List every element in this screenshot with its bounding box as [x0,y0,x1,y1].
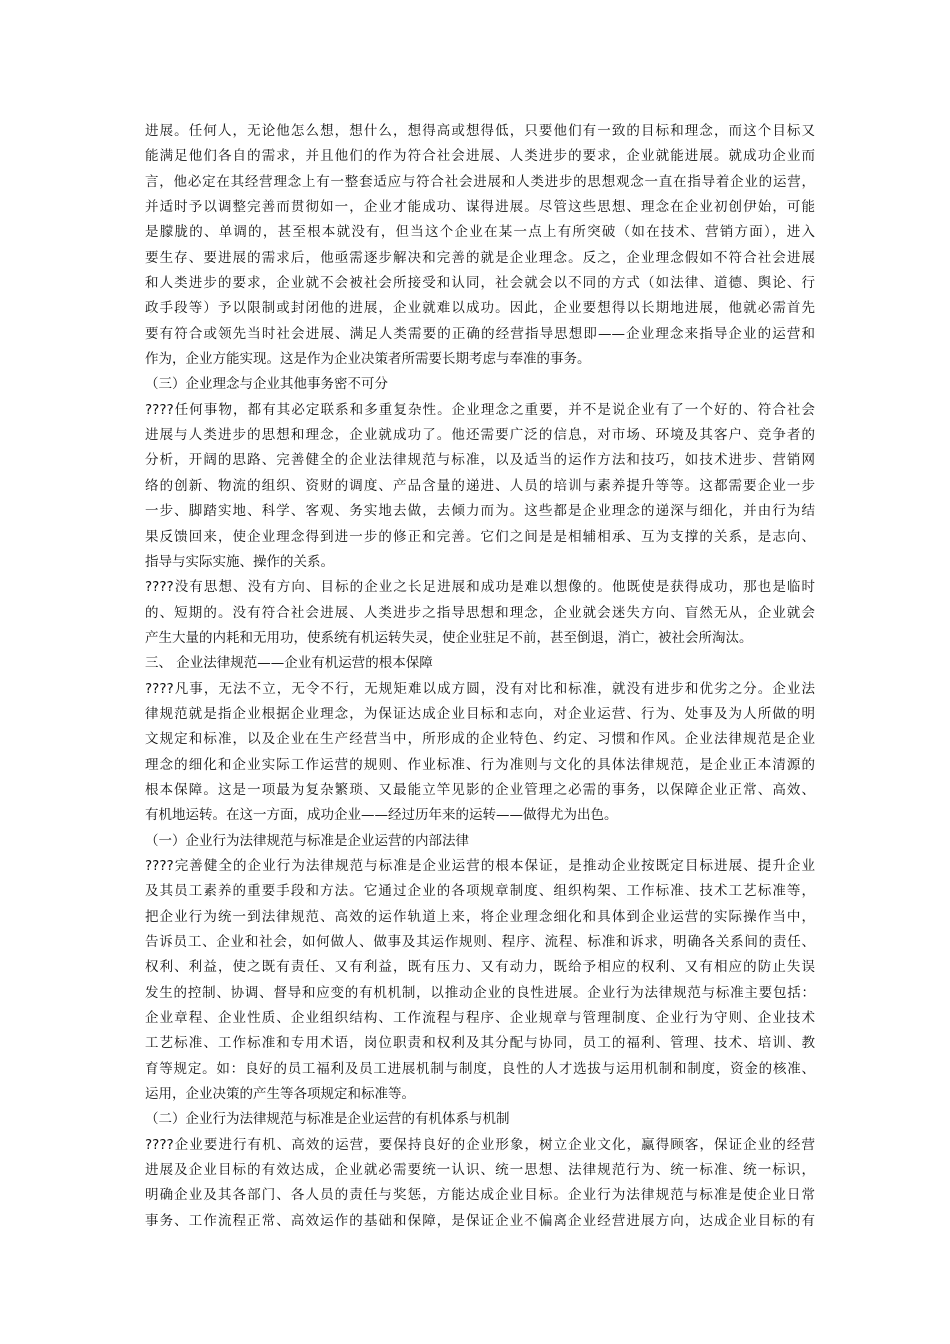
document-body [145,119,815,1234]
text-line: 育等规定。如：良好的员工福利及员工进展机制与制度，良性的人才选拔与运用机制和制度，资金的核准、 [145,1060,815,1077]
text-line: 政手段等）予以限制或封闭他的进展，企业就难以成功。因此，企业要想得以长期地进展，他就必需首先 [145,300,815,317]
text-line: ????没有思想、没有方向、目标的企业之长足进展和成功是难以想像的。他既使是获得成功，那也是临时 [145,579,815,596]
text-line: 言，他必定在其经营理念上有一整套适应与符合社会进展和人类进步的思想观念一直在指导着企业的运营， [145,173,815,190]
text-line: 并适时予以调整完善而贯彻如一，企业才能成功、谋得进展。尽管这些思想、理念在企业初创伊始，可能 [145,199,815,216]
text-line: 要有符合或领先当时社会进展、满足人类需要的正确的经营指导思想即——企业理念来指导企业的运营和 [145,325,815,342]
text-line: 运用，企业决策的产生等各项规定和标准等。 [145,1086,415,1103]
text-line: ????凡事，无法不立，无令不行，无规矩难以成方圆，没有对比和标准，就没有进步和优劣之分。企业法 [145,680,815,697]
text-line: 和人类进步的要求，企业就不会被社会所接受和认同，社会就会以不同的方式（如法律、道德、舆论、行 [145,275,815,292]
text-line: 指导与实际实施、操作的关系。 [145,553,334,570]
text-line: 律规范就是指企业根据企业理念，为保证达成企业目标和志向，对企业运营、行为、处事及为人所做的明 [145,705,815,722]
text-line: 果反馈回来，使企业理念得到进一步的修正和完善。它们之间是是相辅相承、互为支撑的关系，是志向、 [145,528,815,545]
section-heading: （二）企业行为法律规范与标准是企业运营的有机体系与机制 [145,1111,510,1128]
text-line: 企业章程、企业性质、企业组织结构、工作流程与程序、企业规章与管理制度、企业行为守则、企业技术 [145,1010,815,1027]
text-line: 产生大量的内耗和无用功，使系统有机运转失灵，使企业驻足不前，甚至倒退，消亡，被社会所淘汰。 [145,629,753,646]
text-line: 进展及企业目标的有效达成，企业就必需要统一认识、统一思想、法律规范行为、统一标准、统一标识， [145,1162,815,1179]
text-line: 明确企业及其各部门、各人员的责任与奖惩，方能达成企业目标。企业行为法律规范与标准是使企业日常 [145,1187,815,1204]
text-line: 事务、工作流程正常、高效运作的基础和保障，是保证企业不偏离企业经营进展方向，达成企业目标的有 [145,1212,815,1229]
text-line: ????任何事物，都有其必定联系和多重复杂性。企业理念之重要，并不是说企业有了一个好的、符合社会 [145,401,815,418]
text-line: ????企业要进行有机、高效的运营，要保持良好的企业形象，树立企业文化，赢得顾客，保证企业的经营 [145,1136,815,1153]
text-line: 进展。任何人，无论他怎么想，想什么，想得高或想得低，只要他们有一致的目标和理念，而这个目标又 [145,123,815,139]
text-line: 把企业行为统一到法律规范、高效的运作轨道上来，将企业理念细化和具体到企业运营的实际操作当中， [145,908,815,925]
text-line: 工艺标准、工作标准和专用术语，岗位职责和权利及其分配与协同，员工的福利、管理、技术、培训、教 [145,1035,815,1052]
section-heading: （三）企业理念与企业其他事务密不可分 [145,376,388,393]
text-line: 的、短期的。没有符合社会进展、人类进步之指导思想和理念，企业就会迷失方向、盲然无从，企业就会 [145,604,815,621]
text-line: 文规定和标准，以及企业在生产经营当中，所形成的企业特色、约定、习惯和作风。企业法律规范是企业 [145,731,815,748]
text-line: 是朦胧的、单调的，甚至根本就没有，但当这个企业在某一点上有所突破（如在技术、营销方面），进入 [145,224,815,241]
chapter-heading: 三、 企业法律规范——企业有机运营的根本保障 [145,655,433,672]
text-line: 作为，企业方能实现。这是作为企业决策者所需要长期考虑与奉准的事务。 [145,351,591,368]
text-line: 能满足他们各自的需求，并且他们的作为符合社会进展、人类进步的要求，企业就能进展。就成功企业而 [145,148,815,165]
text-line: 络的创新、物流的组织、资财的调度、产品含量的递进、人员的培训与素养提升等等。这都需要企业一步 [145,477,815,494]
text-line: 进展与人类进步的思想和理念，企业就成功了。他还需要广泛的信息，对市场、环境及其客户、竞争者的 [145,427,815,444]
section-heading: （一）企业行为法律规范与标准是企业运营的内部法律 [145,832,469,849]
text-line: 发生的控制、协调、督导和应变的有机机制，以推动企业的良性进展。企业行为法律规范与标准主要包括： [145,984,815,1001]
text-line: 及其员工素养的重要手段和方法。它通过企业的各项规章制度、组织构架、工作标准、技术工艺标准等， [145,883,815,900]
text-line: 一步、脚踏实地、科学、客观、务实地去做，去倾力而为。这些都是企业理念的递深与细化，并由行为结 [145,503,815,520]
text-line: 根本保障。这是一项最为复杂繁琐、又最能立竿见影的企业管理之必需的事务，以保障企业正常、高效、 [145,781,815,798]
text-line: 要生存、要进展的需求后，他亟需逐步解决和完善的就是企业理念。反之，企业理念假如不符合社会进展 [145,249,815,266]
text-line: 权利、利益，使之既有责任、又有利益，既有压力、又有动力，既给予相应的权利、又有相应的防止失误 [145,959,815,976]
text-line: 有机地运转。在这一方面，成功企业——经过历年来的运转——做得尤为出色。 [145,807,618,824]
text-line: 分析，开阔的思路、完善健全的企业法律规范与标准，以及适当的运作方法和技巧，如技术进步、营销网 [145,452,815,469]
text-line: ????完善健全的企业行为法律规范与标准是企业运营的根本保证，是推动企业按既定目标进展、提升企业 [145,857,815,874]
text-line: 告诉员工、企业和社会，如何做人、做事及其运作规则、程序、流程、标准和诉求，明确各关系间的责任、 [145,934,815,950]
text-line: 理念的细化和企业实际工作运营的规则、作业标准、行为准则与文化的具体法律规范，是企业正本清源的 [145,756,815,773]
